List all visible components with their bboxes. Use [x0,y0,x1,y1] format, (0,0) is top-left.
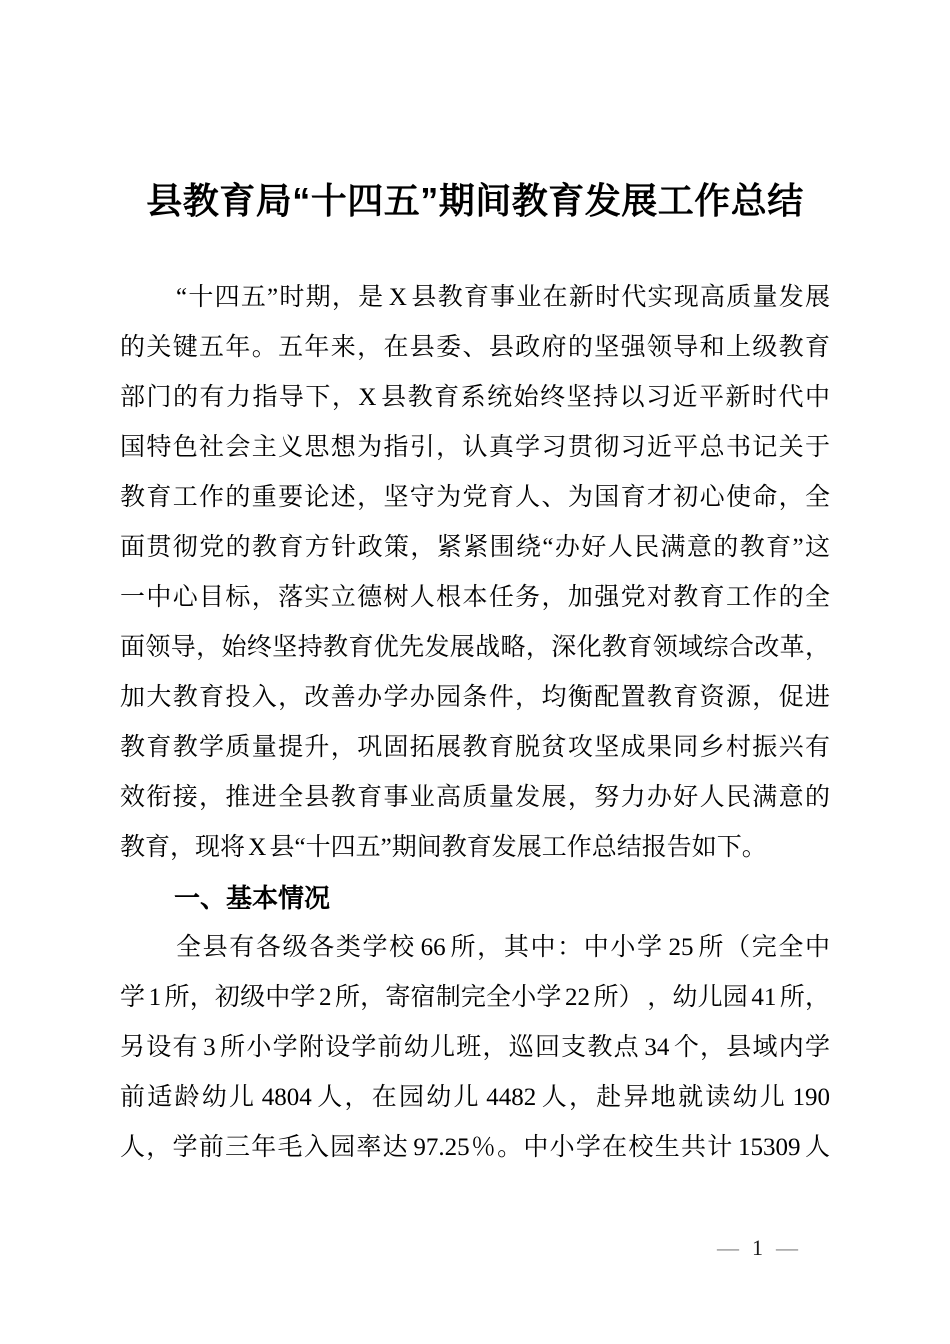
text-line: “十四五”时期，是 X 县教育事业在新时代实现高质量发展 [176,284,830,311]
text-line: 全县有各级各类学校 66 所，其中：中小学 25 所（完全中 [176,934,830,961]
page-footer [717,1234,798,1262]
text-line: 的关键五年。五年来，在县委、县政府的坚强领导和上级教育 [120,334,830,361]
text-line: 教育，现将 X 县“十四五”期间教育发展工作总结报告如下。 [120,834,767,861]
text-line: 教育工作的重要论述，坚守为党育人、为国育才初心使命，全 [120,484,830,511]
text-line: 人，学前三年毛入园率达 97.25％。中小学在校生共计 15309 人 [120,1134,830,1161]
text-line: 部门的有力指导下，X 县教育系统始终坚持以习近平新时代中 [120,384,830,411]
text-line: 学 1 所，初级中学 2 所，寄宿制完全小学 22 所） ，幼儿园 41 所， [120,984,830,1011]
text-line: 效衔接，推进全县教育事业高质量发展，努力办好人民满意的 [120,784,830,811]
text-line: 面领导，始终坚持教育优先发展战略，深化教育领域综合改革， [120,634,830,661]
page-number-dash: — [776,1235,798,1260]
text-line: 国特色社会主义思想为指引，认真学习贯彻习近平总书记关于 [120,434,830,461]
document-body [120,273,830,1173]
text-line: 教育教学质量提升，巩固拓展教育脱贫攻坚成果同乡村振兴有 [120,734,830,761]
page-number-dash: — [717,1235,739,1260]
text-line: 前适龄幼儿 4804 人，在园幼儿 4482 人，赴异地就读幼儿 190 [120,1084,830,1111]
text-line: 面贯彻党的教育方针政策，紧紧围绕“办好人民满意的教育”这 [120,534,830,561]
text-line: 一中心目标，落实立德树人根本任务，加强党对教育工作的全 [120,584,830,611]
text-line: 加大教育投入，改善办学办园条件，均衡配置教育资源，促进 [120,684,830,711]
text-line: 另设有 3 所小学附设学前幼儿班，巡回支教点 34 个，县域内学 [120,1034,830,1061]
document-title: 县教育局“十四五”期间教育发展工作总结 [146,180,804,221]
section-heading: 一、基本情况 [174,883,331,913]
page-number: 1 [752,1235,763,1260]
